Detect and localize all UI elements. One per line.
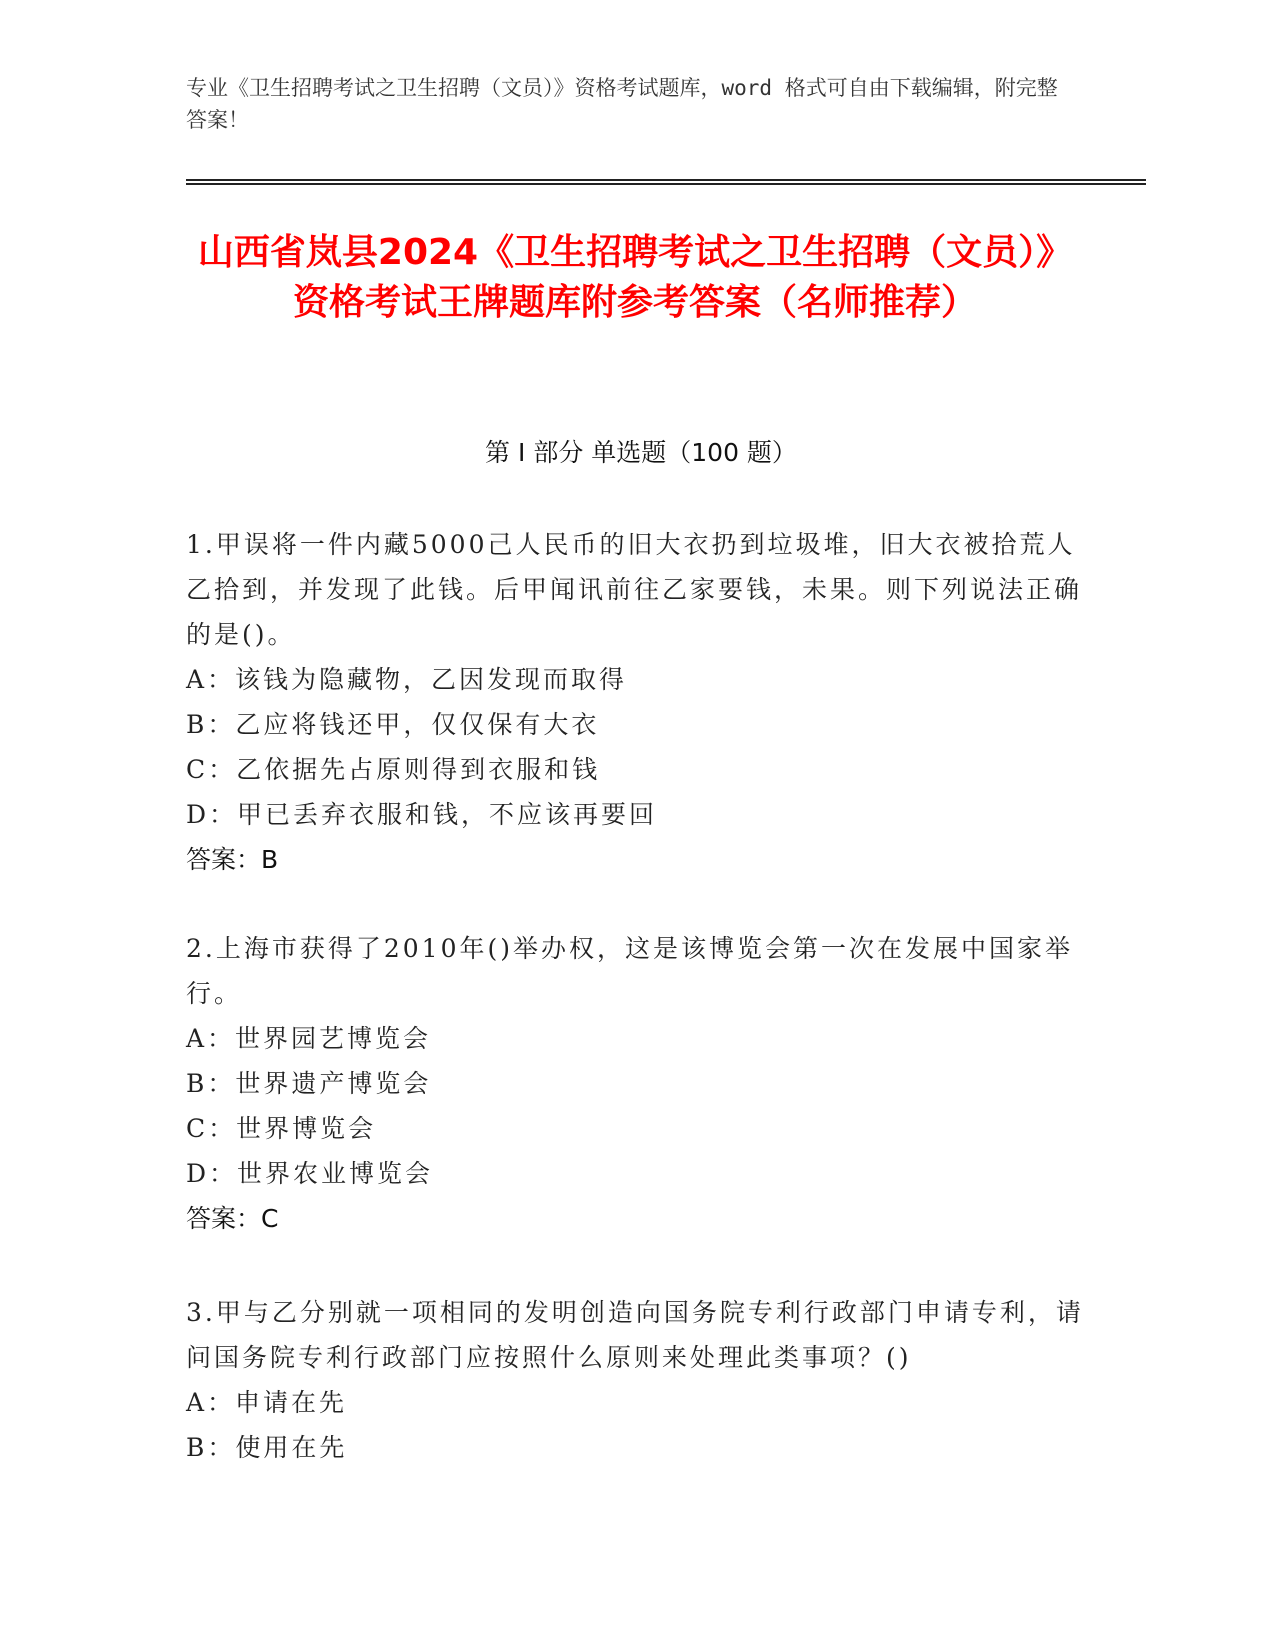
option-c: C：世界博览会 [186,1114,377,1143]
question-2 [186,926,1086,1241]
document-title: 山西省岚县2024《卫生招聘考试之卫生招聘（文员）》资格考试王牌题库附参考答案（名师推荐） [197,232,1073,323]
question-1 [186,522,1086,882]
option-b: B：世界遗产博览会 [186,1069,432,1098]
option-c: C：乙依据先占原则得到衣服和钱 [186,755,601,784]
answer-line: 答案：C [186,1204,279,1233]
option-b: B：乙应将钱还甲，仅仅保有大衣 [186,710,600,739]
header-rule-double [186,183,1146,185]
option-d: D：世界农业博览会 [186,1159,434,1188]
question-stem: 3.甲与乙分别就一项相同的发明创造向国务院专利行政部门申请专利，请问国务院专利行政部门应按照什么原则来处理此类事项？() [186,1298,1084,1372]
option-d: D：甲已丢弃衣服和钱，不应该再要回 [186,800,658,829]
header-note: 专业《卫生招聘考试之卫生招聘（文员）》资格考试题库，word 格式可自由下载编辑，附完整答案！ [186,76,1058,132]
section-heading: 第 I 部分 单选题（100 题） [485,438,797,467]
answer-line: 答案：B [186,845,279,874]
option-a: A：世界园艺博览会 [186,1024,432,1053]
question-stem: 1.甲误将一件内藏5000己人民币的旧大衣扔到垃圾堆，旧大衣被拾荒人乙拾到，并发现了此钱。后甲闻讯前往乙家要钱，未果。则下列说法正确的是()。 [186,530,1083,649]
option-a: A：该钱为隐藏物，乙因发现而取得 [186,665,628,694]
question-3 [186,1290,1086,1470]
question-stem: 2.上海市获得了2010年()举办权，这是该博览会第一次在发展中国家举行。 [186,934,1073,1008]
option-b: B：使用在先 [186,1433,348,1462]
option-a: A：申请在先 [186,1388,348,1417]
header-rule [186,179,1146,181]
